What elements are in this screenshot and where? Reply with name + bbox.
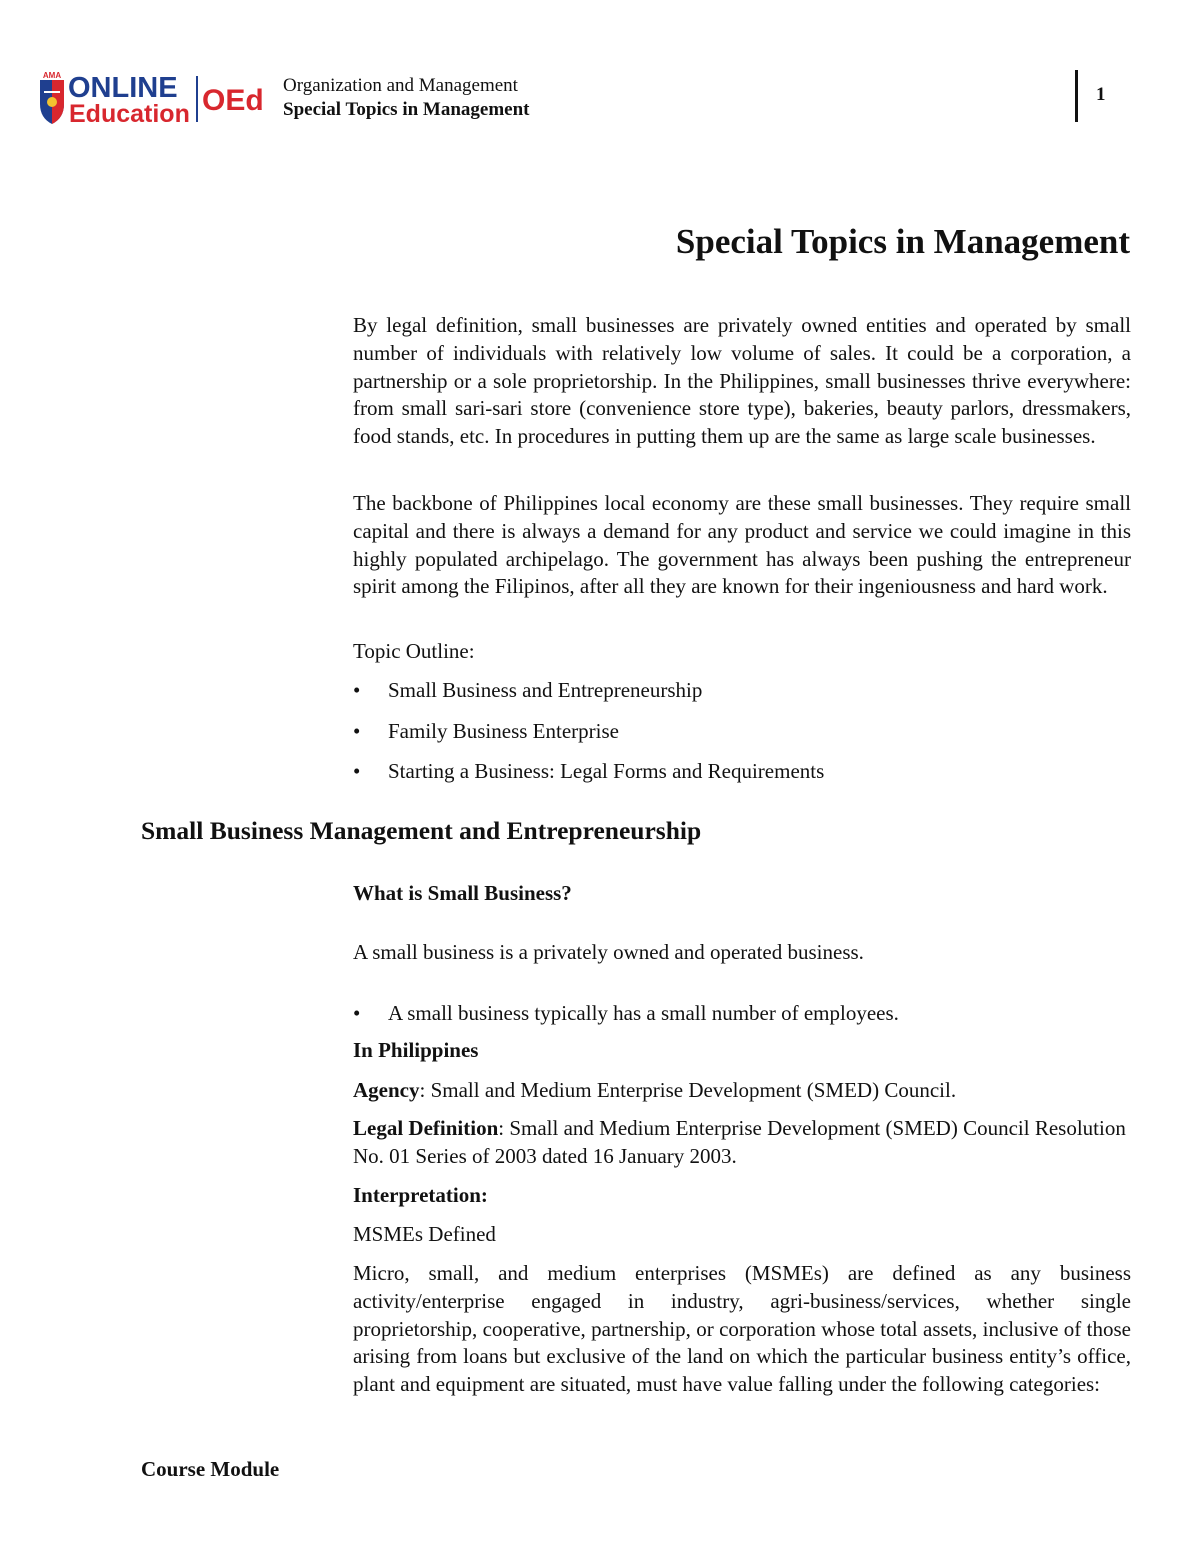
online-education-logo [36,70,276,126]
svg-text:AMA: AMA [42,71,62,80]
topic-label: Family Business Enterprise [388,718,619,743]
topic-outline-label: Topic Outline: [353,639,475,663]
course-title-block [283,74,530,122]
employee-bullet-text: A small business typically has a small number of employees. [388,1001,899,1025]
section-heading: Small Business Management and Entrepreneurship [141,816,702,845]
logo-education-text: Education [69,100,190,126]
legal-definition-line [353,1115,1131,1171]
bullet-icon: • [353,759,361,783]
agency-text: : Small and Medium Enterprise Development (SMED) Council. [419,1078,957,1102]
shield-icon [40,71,64,124]
bullet-icon: • [353,678,361,702]
msme-definition-paragraph: Micro, small, and medium enterprises (MSMEs) are defined as any business activity/enterprise engaged in industry, agri-business/services, whether single proprietorship, cooperative, partnership, or corporation whose total assets, inclusive of those arising from loans but exclusive of the land on which the particular business entity’s office, plant and equipment are situated, must have value falling under the following categories: [353,1261,1131,1397]
topic-label: Starting a Business: Legal Forms and Requirements [388,759,825,783]
agency-label: Agency [353,1078,420,1102]
in-philippines-heading: In Philippines [353,1038,479,1062]
bullet-icon: • [353,1001,361,1025]
agency-line [353,1077,1131,1105]
logo-online-text: ONLINE [68,72,178,104]
page-footer: Course Module [141,1457,280,1481]
logo-oed-mark: OEd [202,84,264,117]
interpretation-heading: Interpretation: [353,1183,488,1207]
employee-bullet [353,999,1131,1027]
legal-definition-label: Legal Definition [353,1116,499,1140]
list-item [353,676,1131,717]
list-item [353,757,1131,798]
page-title: Special Topics in Management [675,222,1130,261]
intro-paragraph-1: By legal definition, small businesses are privately owned entities and operated by small number of individuals with relatively low volume of sales. It could be a corporation, a partnership or a sole proprietorship. In the Philippines, small businesses thrive everywhere: from small sari-sari store (convenience store type), bakeries, beauty parlors, dressmakers, food stands, etc. In procedures in putting them up are the same as large scale businesses. [353,313,1131,449]
bullet-icon: • [353,718,361,743]
subsection-heading: What is Small Business? [353,881,572,905]
topic-label: Small Business and Entrepreneurship [388,678,703,702]
msme-heading: MSMEs Defined [353,1222,496,1246]
page-number: 1 [1096,84,1106,105]
topic-outline-list [353,676,1131,798]
page-number-divider [1075,70,1078,122]
course-subject: Organization and Management [283,75,518,96]
small-business-definition: A small business is a privately owned and operated business. [353,940,864,964]
page-header [36,66,1166,128]
course-module-title: Special Topics in Management [283,99,530,120]
list-item [353,717,1131,758]
intro-paragraph-2: The backbone of Philippines local economy are these small businesses. They require small capital and there is always a demand for any product and service we could imagine in this highly populated archipelago. The government has always been pushing the entrepreneur spirit among the Filipinos, after all they are known for their ingeniousness and hard work. [353,491,1131,599]
legal-definition-text: : Small and Medium Enterprise Development (SMED) Council Resolution No. 01 Series of 2003 dated 16 January 2003. [353,1116,1126,1168]
